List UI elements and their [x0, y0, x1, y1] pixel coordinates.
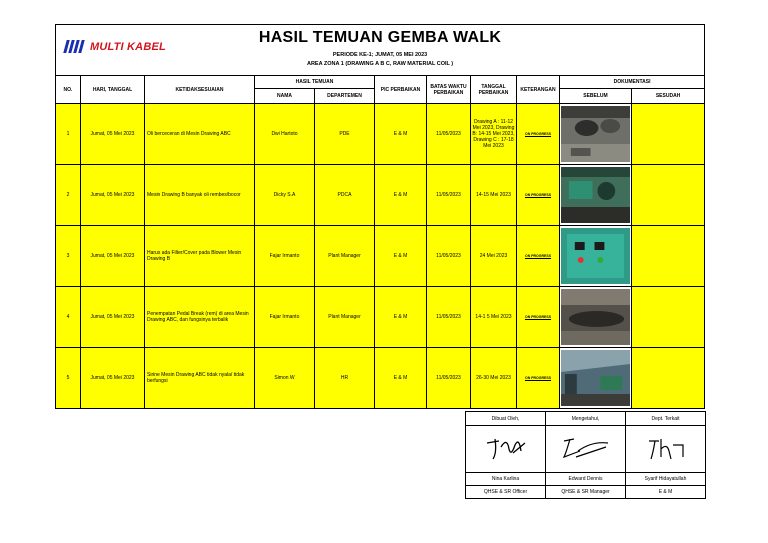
row-no: 3: [56, 226, 81, 287]
report-period: PERIODE KE-1; JUMAT, 05 MEI 2023: [332, 52, 428, 58]
dibuat-label: Dibuat Oleh,: [466, 412, 546, 426]
row-no: 1: [56, 104, 81, 165]
header-tanggal: TANGGAL PERBAIKAN: [471, 76, 517, 104]
header-hari: HARI, TANGGAL: [81, 76, 145, 104]
status-badge: ON PROGRESS: [524, 132, 552, 136]
row-hari: Jumat, 05 Mei 2023: [81, 287, 145, 348]
photo-before: [560, 104, 632, 165]
signer-name-1: Nina Karlina: [466, 473, 546, 486]
table-row: [56, 226, 705, 287]
row-pic: E & M: [375, 226, 427, 287]
row-pic: E & M: [375, 348, 427, 409]
row-batas: 11/05/2023: [427, 226, 471, 287]
row-departemen: Plant Manager: [315, 226, 375, 287]
row-departemen: HR: [315, 348, 375, 409]
table-row: [56, 287, 705, 348]
photo-after: [632, 165, 705, 226]
table-row: [56, 104, 705, 165]
row-no: 2: [56, 165, 81, 226]
row-tanggal: 14-1 5 Mei 2023: [471, 287, 517, 348]
signature-3: [626, 426, 706, 473]
row-nama: Fajar Irmanto: [255, 287, 315, 348]
report-header: [56, 25, 705, 76]
logo-text: MULTI KABEL: [90, 40, 166, 53]
row-ketidaksesuaian: Oli berceceran di Mesin Drawing ABC: [145, 104, 255, 165]
report-sheet: [55, 24, 704, 402]
photo-before: [560, 348, 632, 409]
machine-photo-image: [561, 228, 630, 284]
signature-mark-icon: [483, 433, 529, 463]
header-departemen: DEPARTEMEN: [315, 89, 375, 104]
gemba-walk-table: [55, 24, 705, 409]
row-keterangan: [517, 104, 560, 165]
row-departemen: PDCA: [315, 165, 375, 226]
header-ketidaksesuaian: KETIDAKSESUAIAN: [145, 76, 255, 104]
row-pic: E & M: [375, 104, 427, 165]
header-sesudah: SESUDAH: [632, 89, 705, 104]
row-batas: 11/05/2023: [427, 104, 471, 165]
status-badge: ON PROGRESS: [524, 376, 552, 380]
signer-name-3: Syarif Hidayatullah: [626, 473, 706, 486]
row-tanggal: 14-15 Mei 2023: [471, 165, 517, 226]
signer-role-2: QHSE & SR Manager: [546, 486, 626, 499]
row-pic: E & M: [375, 287, 427, 348]
signer-role-3: E & M: [626, 486, 706, 499]
row-keterangan: [517, 287, 560, 348]
header-hasil-temuan: HASIL TEMUAN: [255, 76, 375, 89]
machine-photo-image: [561, 289, 630, 345]
header-keterangan: KETERANGAN: [517, 76, 560, 104]
row-tanggal: Drawing A : 11-12 Mei 2023, Drawing B: 14-15 Mei 2023, Drawing C : 17-18 Mei 2023: [471, 104, 517, 165]
row-departemen: Plant Manager: [315, 287, 375, 348]
row-ketidaksesuaian: Penempatan Pedal Break (rem) di area Mesin Drawing ABC, dan fungsinya terbalik: [145, 287, 255, 348]
header-dokumentasi: DOKUMENTASI: [560, 76, 705, 89]
row-hari: Jumat, 05 Mei 2023: [81, 165, 145, 226]
signature-mark-icon: [556, 433, 616, 463]
signer-role-1: QHSE & SR Officer: [466, 486, 546, 499]
signer-name-2: Edward Dennis: [546, 473, 626, 486]
row-no: 5: [56, 348, 81, 409]
report-area: AREA ZONA 1 (DRAWING A B C, RAW MATERIAL COIL ): [306, 61, 454, 67]
row-batas: 11/05/2023: [427, 287, 471, 348]
photo-after: [632, 287, 705, 348]
row-hari: Jumat, 05 Mei 2023: [81, 226, 145, 287]
photo-before: [560, 226, 632, 287]
header-nama: NAMA: [255, 89, 315, 104]
row-keterangan: [517, 165, 560, 226]
row-batas: 11/05/2023: [427, 348, 471, 409]
row-batas: 11/05/2023: [427, 165, 471, 226]
row-pic: E & M: [375, 165, 427, 226]
header-no: NO.: [56, 76, 81, 104]
photo-after: [632, 348, 705, 409]
row-nama: Fajar Irmanto: [255, 226, 315, 287]
photo-before: [560, 287, 632, 348]
dept-label: Dept. Terkait: [626, 412, 706, 426]
row-nama: Dicky S.A: [255, 165, 315, 226]
signature-mark-icon: [643, 433, 689, 463]
machine-photo-image: [561, 106, 630, 162]
table-row: [56, 348, 705, 409]
signature-1: [466, 426, 546, 473]
row-no: 4: [56, 287, 81, 348]
header-pic: PIC PERBAIKAN: [375, 76, 427, 104]
row-tanggal: 26-30 Mei 2023: [471, 348, 517, 409]
header-batas: BATAS WAKTU PERBAIKAN: [427, 76, 471, 104]
status-badge: ON PROGRESS: [524, 254, 552, 258]
signature-2: [546, 426, 626, 473]
status-badge: ON PROGRESS: [524, 193, 552, 197]
mengetahui-label: Mengetahui,: [546, 412, 626, 426]
table-row: [56, 165, 705, 226]
row-ketidaksesuaian: Harus ada Filter/Cover pada Blower Mesin Drawing B: [145, 226, 255, 287]
row-hari: Jumat, 05 Mei 2023: [81, 104, 145, 165]
photo-before: [560, 165, 632, 226]
header-sebelum: SEBELUM: [560, 89, 632, 104]
row-hari: Jumat, 05 Mei 2023: [81, 348, 145, 409]
photo-after: [632, 104, 705, 165]
signature-table: [465, 411, 706, 499]
status-badge: ON PROGRESS: [524, 315, 552, 319]
row-tanggal: 24 Mei 2023: [471, 226, 517, 287]
row-keterangan: [517, 348, 560, 409]
row-ketidaksesuaian: Sirine Mesin Drawing ABC tidak nyala/ tidak berfungsi: [145, 348, 255, 409]
row-nama: Dwi Hartoto: [255, 104, 315, 165]
photo-after: [632, 226, 705, 287]
machine-photo-image: [561, 167, 630, 223]
row-nama: Simon W: [255, 348, 315, 409]
machine-photo-image: [561, 350, 630, 406]
report-title: HASIL TEMUAN GEMBA WALK: [258, 29, 502, 46]
row-ketidaksesuaian: Mesin Drawing B banyak oli rembes/bocor: [145, 165, 255, 226]
row-departemen: PDE: [315, 104, 375, 165]
row-keterangan: [517, 226, 560, 287]
